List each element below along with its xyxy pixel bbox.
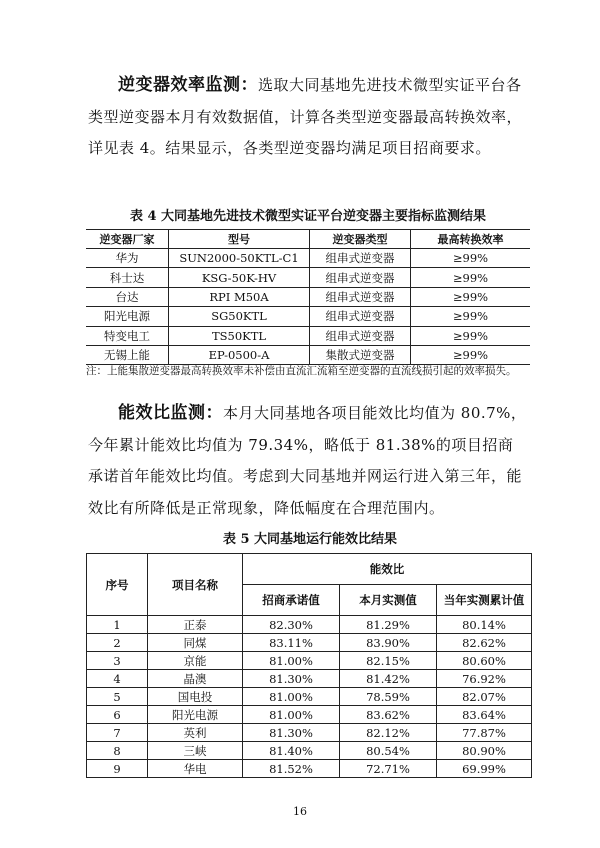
table5-cell-committed: 81.30% <box>243 670 340 688</box>
table4-cell-efficiency: ≥99% <box>411 307 531 326</box>
table5-cell-cumulative: 76.92% <box>437 670 532 688</box>
table4-header-cell: 逆变器类型 <box>310 230 411 249</box>
table5-header-group: 能效比 <box>243 554 532 585</box>
table-row <box>86 326 530 345</box>
table4-cell-vendor: 阳光电源 <box>86 307 169 326</box>
table5-cell-monthly: 82.12% <box>340 724 437 742</box>
table4-header-cell: 最高转换效率 <box>411 230 531 249</box>
table-row <box>87 670 532 688</box>
table5-cell-monthly: 81.42% <box>340 670 437 688</box>
table-row <box>87 616 532 634</box>
table5-cell-index: 4 <box>87 670 148 688</box>
paragraph-body-ratio: 本月大同基地各项目能效比均值为 80.7%，今年累计能效比均值为 79.34%，略低于 81.38%的项目招商承诺首年能效比均值。考虑到大同基地并网运行进入第三年，能效比有所降低是正常现象，降低幅度在合理范围内。 <box>88 404 527 517</box>
table5-cell-monthly: 82.15% <box>340 652 437 670</box>
table5-cell-index: 6 <box>87 706 148 724</box>
table5-performance-ratio <box>86 553 532 778</box>
paragraph-body-inverter: 选取大同基地先进技术微型实证平台各类型逆变器本月有效数据值，计算各类型逆变器最高转换效率，详见表 4。结果显示，各类型逆变器均满足项目招商要求。 <box>88 76 523 157</box>
table5-cell-committed: 81.30% <box>243 724 340 742</box>
paragraph-inverter-efficiency <box>88 70 528 165</box>
table5-cell-name: 华电 <box>148 760 243 778</box>
table4-cell-model: TS50KTL <box>169 326 310 345</box>
table5-cell-committed: 83.11% <box>243 634 340 652</box>
table-row <box>87 652 532 670</box>
page-number: 16 <box>293 805 307 818</box>
table5-cell-cumulative: 77.87% <box>437 724 532 742</box>
table5-cell-index: 1 <box>87 616 148 634</box>
table5-cell-monthly: 80.54% <box>340 742 437 760</box>
table5-header-row <box>87 554 532 585</box>
table5-cell-committed: 81.40% <box>243 742 340 760</box>
table5-cell-name: 阳光电源 <box>148 706 243 724</box>
paragraph-performance-ratio <box>88 398 528 524</box>
table-row <box>87 706 532 724</box>
table4-cell-efficiency: ≥99% <box>411 326 531 345</box>
table5-cell-committed: 81.52% <box>243 760 340 778</box>
table5-cell-name: 国电投 <box>148 688 243 706</box>
table5-cell-index: 3 <box>87 652 148 670</box>
table5-cell-name: 同煤 <box>148 634 243 652</box>
table4-cell-vendor: 无锡上能 <box>86 345 169 364</box>
table4-cell-model: EP-0500-A <box>169 345 310 364</box>
table5-cell-monthly: 81.29% <box>340 616 437 634</box>
table-row <box>86 307 530 326</box>
table5-cell-monthly: 83.90% <box>340 634 437 652</box>
table5-cell-committed: 82.30% <box>243 616 340 634</box>
table5-cell-index: 2 <box>87 634 148 652</box>
table4-cell-type: 组串式逆变器 <box>310 287 411 306</box>
table-row <box>87 742 532 760</box>
table5-caption: 表 5 大同基地运行能效比结果 <box>222 532 398 547</box>
table5-cell-index: 9 <box>87 760 148 778</box>
table5-cell-index: 7 <box>87 724 148 742</box>
table4-cell-model: RPI M50A <box>169 287 310 306</box>
table4-cell-model: SG50KTL <box>169 307 310 326</box>
table5-cell-name: 正泰 <box>148 616 243 634</box>
table5-cell-cumulative: 82.62% <box>437 634 532 652</box>
table5-cell-cumulative: 83.64% <box>437 706 532 724</box>
table4-note: 注：上能集散逆变器最高转换效率未补偿由直流汇流箱至逆变器的直流线损引起的效率损失。 <box>86 365 517 377</box>
table-row <box>87 760 532 778</box>
table4-cell-efficiency: ≥99% <box>411 287 531 306</box>
table4-header-cell: 逆变器厂家 <box>86 230 169 249</box>
table4-cell-type: 组串式逆变器 <box>310 268 411 287</box>
table-row <box>86 268 530 287</box>
table5-cell-monthly: 78.59% <box>340 688 437 706</box>
table4-cell-vendor: 台达 <box>86 287 169 306</box>
paragraph-lead-ratio: 能效比监测： <box>118 403 223 423</box>
table5-cell-cumulative: 80.60% <box>437 652 532 670</box>
table-row <box>87 634 532 652</box>
table5-cell-committed: 81.00% <box>243 652 340 670</box>
table4-cell-vendor: 华为 <box>86 249 169 268</box>
table4-cell-type: 组串式逆变器 <box>310 307 411 326</box>
table5-cell-index: 5 <box>87 688 148 706</box>
table4-cell-type: 集散式逆变器 <box>310 345 411 364</box>
table5-cell-name: 英利 <box>148 724 243 742</box>
table5-header-name: 项目名称 <box>148 554 243 616</box>
table5-subheader-cell: 本月实测值 <box>340 585 437 616</box>
table5-subheader-cell: 招商承诺值 <box>243 585 340 616</box>
table4-cell-vendor: 特变电工 <box>86 326 169 345</box>
table4-caption: 表 4 大同基地先进技术微型实证平台逆变器主要指标监测结果 <box>129 209 487 224</box>
table5-cell-name: 晶澳 <box>148 670 243 688</box>
table5-cell-cumulative: 80.14% <box>437 616 532 634</box>
table4-header-cell: 型号 <box>169 230 310 249</box>
table5-cell-cumulative: 80.90% <box>437 742 532 760</box>
table5-subheader-cell: 当年实测累计值 <box>437 585 532 616</box>
table-row <box>86 287 530 306</box>
table5-cell-committed: 81.00% <box>243 688 340 706</box>
table4-cell-efficiency: ≥99% <box>411 345 531 364</box>
table5-cell-committed: 81.00% <box>243 706 340 724</box>
table-row <box>87 724 532 742</box>
table-row <box>86 345 530 364</box>
table5-cell-name: 三峡 <box>148 742 243 760</box>
table4-cell-model: SUN2000-50KTL-C1 <box>169 249 310 268</box>
table4-cell-efficiency: ≥99% <box>411 268 531 287</box>
table4-cell-type: 组串式逆变器 <box>310 326 411 345</box>
table4-cell-type: 组串式逆变器 <box>310 249 411 268</box>
table5-cell-cumulative: 69.99% <box>437 760 532 778</box>
table5-cell-monthly: 72.71% <box>340 760 437 778</box>
table5-cell-monthly: 83.62% <box>340 706 437 724</box>
table4-inverter-results <box>86 229 530 365</box>
table5-cell-cumulative: 82.07% <box>437 688 532 706</box>
table4-cell-vendor: 科士达 <box>86 268 169 287</box>
table5-header-index: 序号 <box>87 554 148 616</box>
table5-cell-name: 京能 <box>148 652 243 670</box>
table-row <box>87 688 532 706</box>
table4-header-row <box>86 230 530 249</box>
table4-cell-model: KSG-50K-HV <box>169 268 310 287</box>
table5-cell-index: 8 <box>87 742 148 760</box>
table-row <box>86 249 530 268</box>
table4-cell-efficiency: ≥99% <box>411 249 531 268</box>
paragraph-lead-inverter: 逆变器效率监测： <box>118 75 258 95</box>
